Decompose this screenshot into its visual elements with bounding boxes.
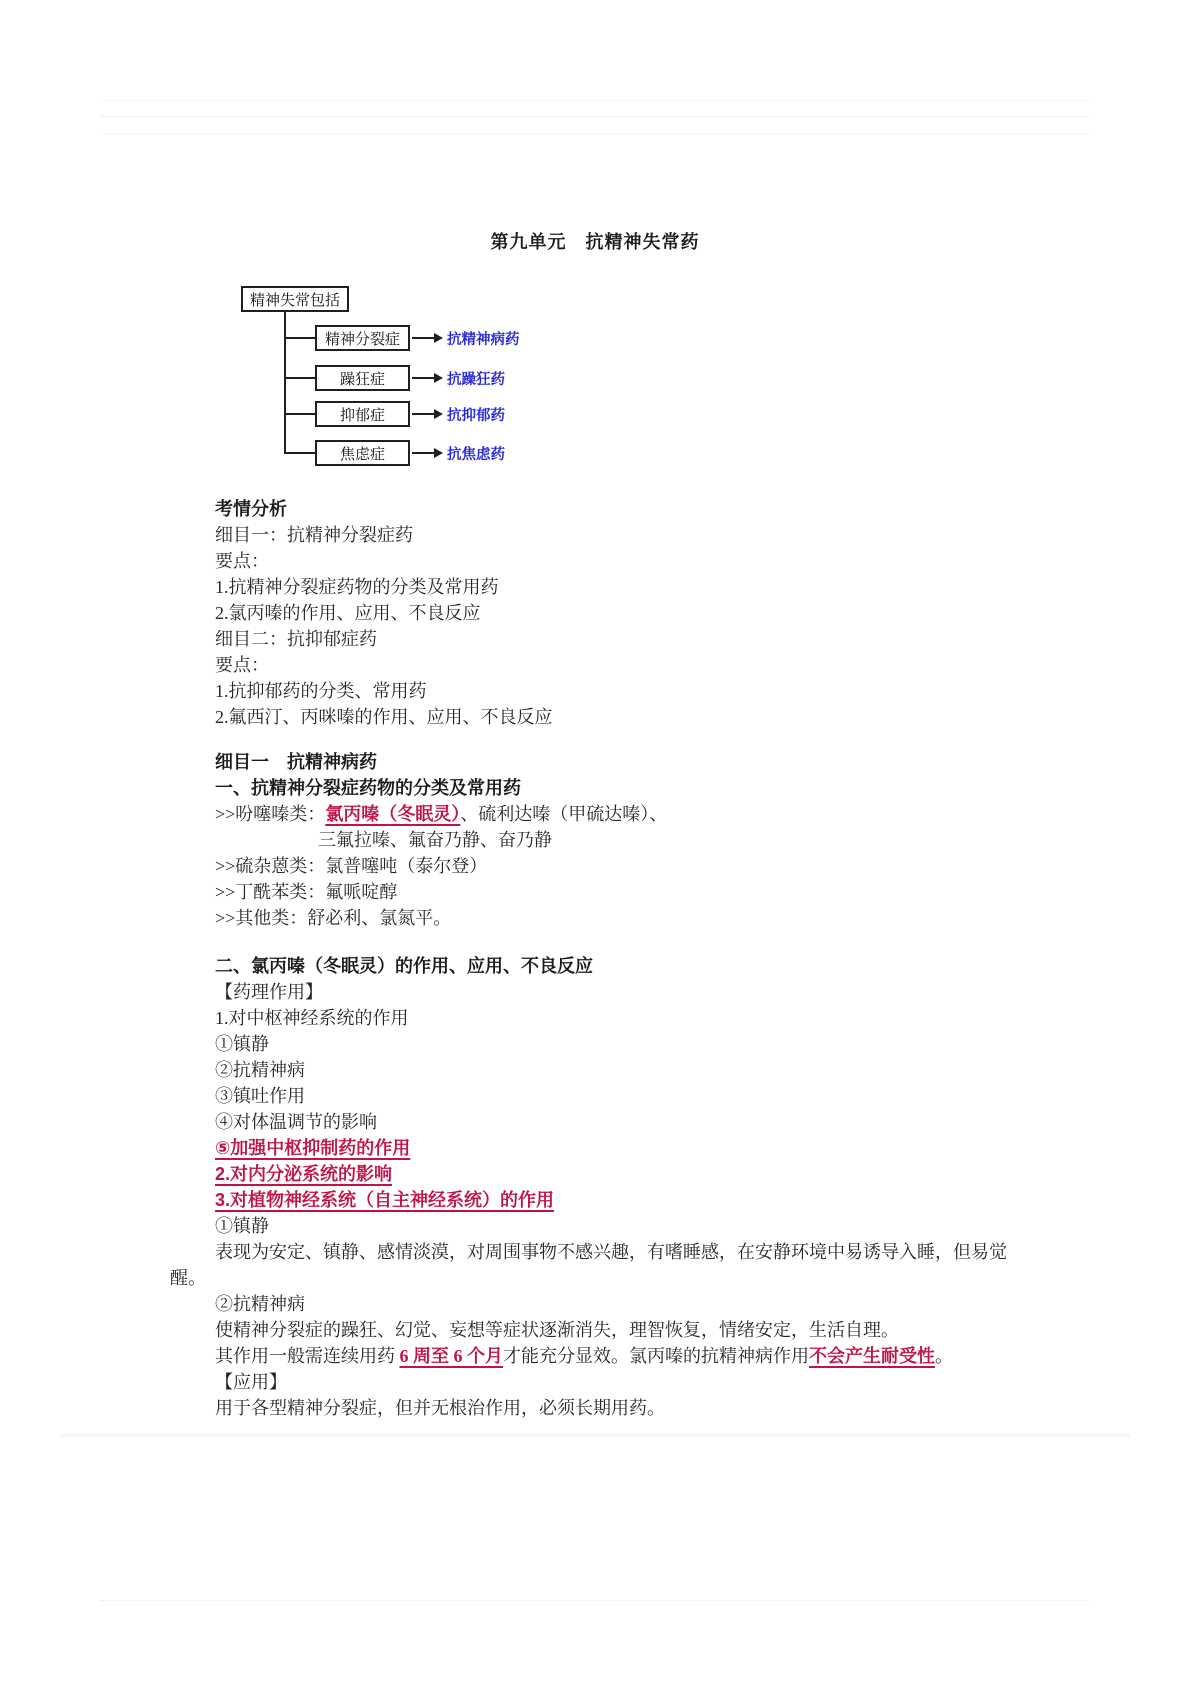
text-line xyxy=(215,678,1050,704)
text-line xyxy=(215,626,1050,652)
text-line xyxy=(215,704,1050,730)
drug-label: 抗精神病药 xyxy=(447,332,520,348)
flow-arrow-head xyxy=(434,333,443,343)
seam-line xyxy=(100,116,1090,117)
text-line xyxy=(215,1109,1050,1135)
text-line xyxy=(215,1395,1050,1421)
text-line xyxy=(318,827,1050,853)
text-run: 用于各型精神分裂症，但并无根治作用，必须长期用药。 xyxy=(215,1398,665,1418)
seam-line xyxy=(100,133,1090,134)
text-run: ④对体温调节的影响 xyxy=(215,1112,377,1132)
text-line xyxy=(215,1057,1050,1083)
text-line xyxy=(215,496,1050,522)
text-line xyxy=(215,979,1050,1005)
text-line xyxy=(215,775,1050,801)
text-run: ①镇静 xyxy=(215,1034,269,1054)
text-line xyxy=(215,1291,1050,1317)
text-line xyxy=(215,1005,1050,1031)
flow-arrow-line xyxy=(412,377,434,379)
diagram-branch-line xyxy=(284,413,315,415)
text-run: ①镇静 xyxy=(215,1216,269,1236)
text-run: 1.抗精神分裂症药物的分类及常用药 xyxy=(215,577,499,597)
text-line xyxy=(215,749,1050,775)
emphasis-text: 氯丙嗪（冬眠灵） xyxy=(325,804,461,824)
text-line xyxy=(215,1317,1050,1343)
seam-line xyxy=(100,1600,1090,1601)
text-run: 醒。 xyxy=(170,1268,206,1288)
text-run: ②抗精神病 xyxy=(215,1060,305,1080)
condition-box: 躁狂症 xyxy=(315,365,410,391)
text-line xyxy=(215,600,1050,626)
text-line xyxy=(215,1239,1050,1265)
text-run: 、硫利达嗪（甲硫达嗪）、 xyxy=(460,804,668,824)
text-run: 1.对中枢神经系统的作用 xyxy=(215,1008,409,1028)
drug-label: 抗抑郁药 xyxy=(447,408,505,424)
text-run: 三氟拉嗪、氟奋乃静、奋乃静 xyxy=(318,830,552,850)
text-run: 【应用】 xyxy=(215,1372,287,1392)
page-title: 第九单元 抗精神失常药 xyxy=(490,232,700,252)
text-line xyxy=(215,1083,1050,1109)
flow-arrow-head xyxy=(434,448,443,458)
text-run: 其作用一般需连续用药 xyxy=(215,1346,400,1366)
text-line xyxy=(215,522,1050,548)
drug-label: 抗躁狂药 xyxy=(447,372,505,388)
section-exam-analysis xyxy=(170,496,1050,730)
text-line xyxy=(215,1343,1050,1369)
flow-arrow-head xyxy=(434,373,443,383)
seam-line xyxy=(60,1434,1130,1437)
text-run: 2.氯丙嗪的作用、应用、不良反应 xyxy=(215,603,481,623)
text-line xyxy=(215,1369,1050,1395)
text-run: 细目一：抗精神分裂症药 xyxy=(215,525,413,545)
diagram-root-box xyxy=(241,286,349,312)
text-run: 1.抗抑郁药的分类、常用药 xyxy=(215,681,427,701)
section-chlorpromazine xyxy=(170,953,1050,1421)
text-line xyxy=(215,548,1050,574)
flow-arrow-head xyxy=(434,409,443,419)
diagram-branch-line xyxy=(284,377,315,379)
text-line xyxy=(215,879,1050,905)
text-run: 一、抗精神分裂症药物的分类及常用药 xyxy=(215,778,521,798)
text-line xyxy=(215,801,1050,827)
diagram-root-label: 精神失常包括 xyxy=(249,292,340,309)
emphasis-text: 6 周至 6 个月 xyxy=(399,1346,503,1366)
flow-arrow-line xyxy=(412,337,434,339)
emphasis-text: 2.对内分泌系统的影响 xyxy=(215,1164,393,1184)
text-run: ②抗精神病 xyxy=(215,1294,305,1314)
emphasis-text: ⑤加强中枢抑制药的作用 xyxy=(215,1138,411,1158)
text-run: 细目一 抗精神病药 xyxy=(215,752,377,772)
text-run: 细目二：抗抑郁症药 xyxy=(215,629,377,649)
text-line xyxy=(215,853,1050,879)
text-line xyxy=(215,1135,1050,1161)
emphasis-text: 不会产生耐受性 xyxy=(809,1346,935,1366)
diagram-spine xyxy=(284,312,286,454)
section-classification xyxy=(170,749,1050,931)
text-line xyxy=(215,1031,1050,1057)
text-run: 才能充分显效。氯丙嗪的抗精神病作用 xyxy=(503,1346,809,1366)
condition-box: 抑郁症 xyxy=(315,401,410,427)
text-line xyxy=(215,1187,1050,1213)
diagram xyxy=(170,270,600,475)
condition-box: 焦虑症 xyxy=(315,440,410,466)
text-run: >>硫杂蒽类：氯普噻吨（泰尔登） xyxy=(215,856,488,876)
condition-box: 精神分裂症 xyxy=(315,325,410,351)
diagram-branch-line xyxy=(284,337,315,339)
text-run: 二、氯丙嗪（冬眠灵）的作用、应用、不良反应 xyxy=(215,956,593,976)
text-run: >>其他类：舒必利、氯氮平。 xyxy=(215,908,452,928)
text-line xyxy=(170,1265,1050,1291)
text-line xyxy=(215,1161,1050,1187)
text-run: ③镇吐作用 xyxy=(215,1086,305,1106)
text-line xyxy=(215,953,1050,979)
text-run: 表现为安定、镇静、感情淡漠，对周围事物不感兴趣，有嗜睡感，在安静环境中易诱导入睡，但易觉 xyxy=(215,1242,1007,1262)
text-run: 要点： xyxy=(215,655,269,675)
text-run: >>吩噻嗪类： xyxy=(215,804,326,824)
text-run: 2.氟西汀、丙咪嗪的作用、应用、不良反应 xyxy=(215,707,553,727)
drug-label: 抗焦虑药 xyxy=(447,447,505,463)
flow-arrow-line xyxy=(412,452,434,454)
text-line xyxy=(215,652,1050,678)
text-line xyxy=(215,1213,1050,1239)
text-run: 使精神分裂症的躁狂、幻觉、妄想等症状逐渐消失，理智恢复，情绪安定，生活自理。 xyxy=(215,1320,899,1340)
text-run: 要点： xyxy=(215,551,269,571)
diagram-branch-line xyxy=(284,452,315,454)
text-run: 【药理作用】 xyxy=(215,982,323,1002)
flow-arrow-line xyxy=(412,413,434,415)
text-line xyxy=(215,905,1050,931)
seam-line xyxy=(100,100,1090,101)
text-run: 考情分析 xyxy=(215,499,287,519)
text-run: 。 xyxy=(935,1346,953,1366)
emphasis-text: 3.对植物神经系统（自主神经系统）的作用 xyxy=(215,1190,555,1210)
text-line xyxy=(215,574,1050,600)
text-run: >>丁酰苯类：氟哌啶醇 xyxy=(215,882,398,902)
